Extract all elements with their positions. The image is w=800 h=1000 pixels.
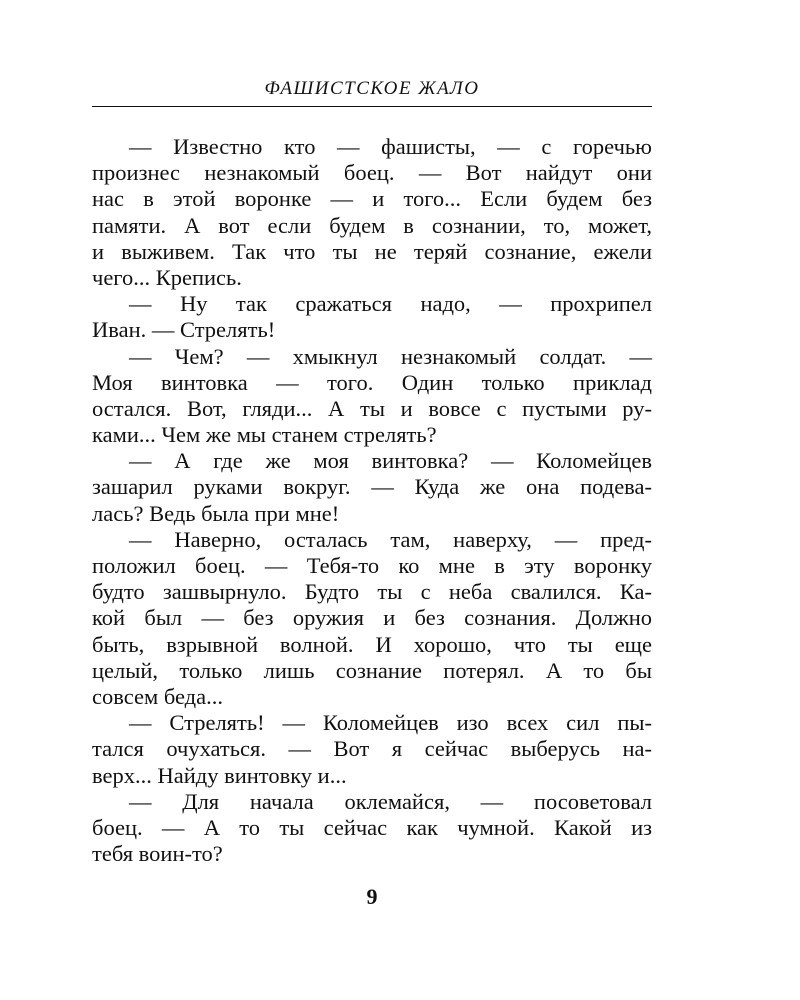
text-line: будто зашвырнуло. Будто ты с неба свалился. Ка- — [92, 579, 652, 605]
text-line: — А где же моя винтовка? — Коломейцев — [129, 448, 652, 474]
header-rule — [92, 106, 652, 107]
text-line: Иван. — Стрелять! — [92, 317, 276, 343]
page-number: 9 — [366, 884, 378, 909]
text-line: зашарил руками вокруг. — Куда же она подева- — [92, 474, 652, 500]
text-line: Моя винтовка — того. Один только приклад — [92, 369, 652, 395]
text-line: — Чем? — хмыкнул незнакомый солдат. — — [129, 343, 652, 369]
text-line: произнес незнакомый боец. — Вот найдут они — [92, 160, 652, 186]
text-line: тался очухаться. — Вот я сейчас выберусь на- — [92, 736, 652, 762]
text-line: нас в этой воронке — и того... Если будем без — [92, 186, 652, 212]
text-line: — Известно кто — фашисты, — с горечью — [129, 134, 652, 159]
text-line: положил боец. — Тебя-то ко мне в эту воронку — [92, 553, 652, 578]
text-line: памяти. А вот если будем в сознании, то, может, — [92, 212, 652, 238]
text-line: ками... Чем же мы станем стрелять? — [92, 422, 437, 448]
text-line: лась? Ведь была при мне! — [92, 500, 340, 526]
running-head-title: ФАШИСТСКОЕ ЖАЛО — [264, 78, 480, 99]
text-line: — Наверно, осталась там, наверху, — пред- — [129, 526, 652, 552]
body-text — [92, 134, 652, 867]
text-line: — Для начала оклемайся, — посоветовал — [129, 788, 652, 814]
text-line: остался. Вот, гляди... А ты и вовсе с пустыми ру- — [92, 395, 652, 421]
text-line: верх... Найду винтовку и... — [92, 762, 347, 788]
text-line: и выживем. Так что ты не теряй сознание, ежели — [92, 238, 652, 264]
text-line: — Ну так сражаться надо, — прохрипел — [129, 291, 652, 317]
text-line: кой был — без оружия и без сознания. Должно — [92, 605, 652, 631]
text-line: чего... Крепись. — [92, 264, 242, 290]
text-line: тебя воин-то? — [92, 841, 223, 867]
text-line: быть, взрывной волной. И хорошо, что ты еще — [92, 631, 652, 657]
text-line: целый, только лишь сознание потерял. А то бы — [92, 657, 652, 683]
text-line: совсем беда... — [92, 683, 223, 709]
text-line: — Стрелять! — Коломейцев изо всех сил пы- — [129, 710, 652, 736]
text-line: боец. — А то ты сейчас как чумной. Какой из — [92, 814, 652, 840]
